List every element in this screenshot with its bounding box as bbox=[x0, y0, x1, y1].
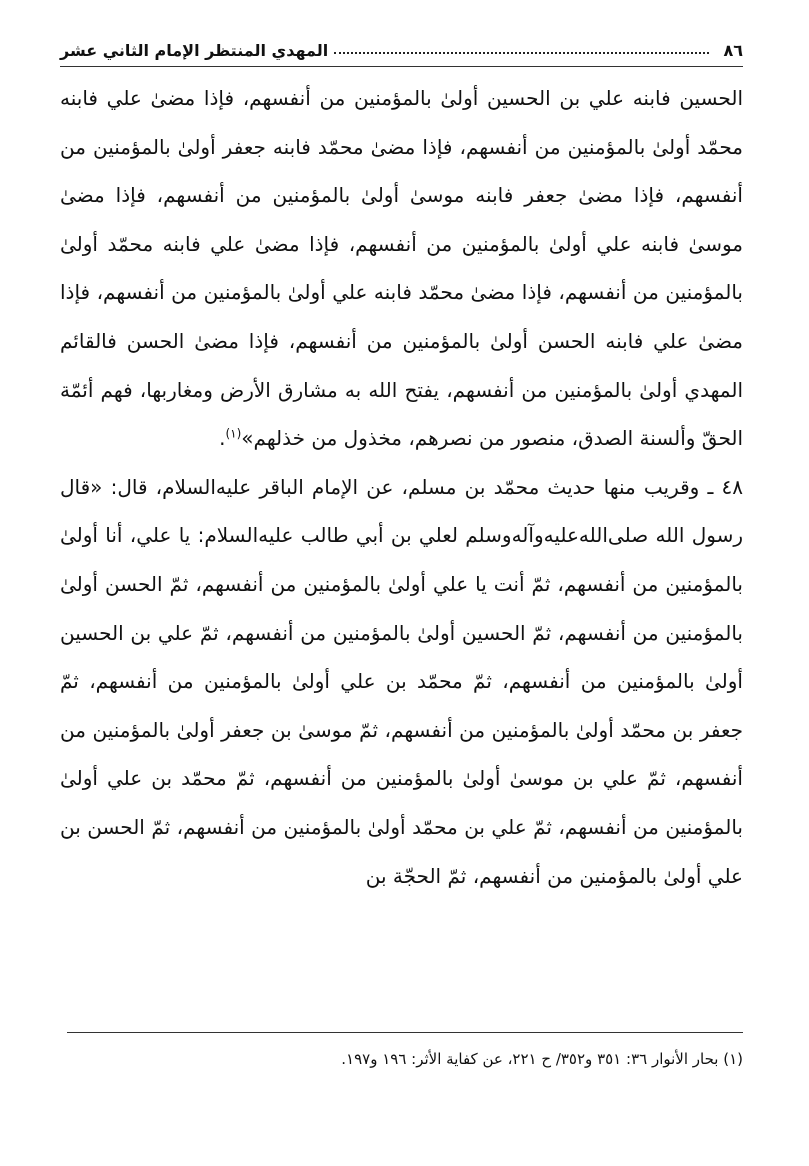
footnote-separator bbox=[67, 1032, 743, 1033]
page-number: ٨٦ bbox=[723, 41, 743, 60]
footnote-1: (١) بحار الأنوار ٣٦: ٣٥١ و٣٥٢/ ح ٢٢١، عن كفاية الأثر: ١٩٦ و١٩٧. bbox=[341, 1050, 743, 1068]
header-dotted-leader bbox=[334, 51, 709, 54]
main-text bbox=[60, 74, 743, 900]
header-rule bbox=[60, 66, 743, 67]
footnote-reference[interactable]: (١) bbox=[225, 426, 242, 441]
page-header bbox=[60, 30, 743, 60]
paragraph-1-end: . bbox=[219, 426, 226, 451]
paragraph-1 bbox=[60, 74, 743, 463]
paragraph-2: ٤٨ ـ وقريب منها حديث محمّد بن مسلم، عن الإمام الباقر عليه‌السلام، قال: «قال رسول الله صلى‌الله‌عليه‌وآله‌وسلم لعلي بن أبي طالب عليه‌السلام: يا علي، أنا أولىٰ بالمؤمنين من أنفسهم، ثمّ أنت يا علي أولىٰ بالمؤمنين من أنفسهم، ثمّ الحسن أولىٰ بالمؤمنين من أنفسهم، ثمّ الحسين أولىٰ بالمؤمنين من أنفسهم، ثمّ علي بن الحسين أولىٰ بالمؤمنين من أنفسهم، ثمّ محمّد بن علي أولىٰ بالمؤمنين من أنفسهم، ثمّ جعفر بن محمّد أولىٰ بالمؤمنين من أنفسهم، ثمّ موسىٰ بن جعفر أولىٰ بالمؤمنين من أنفسهم، ثمّ علي بن موسىٰ أولىٰ بالمؤمنين من أنفسهم، ثمّ محمّد بن علي أولىٰ بالمؤمنين من أنفسهم، ثمّ علي بن محمّد أولىٰ بالمؤمنين من أنفسهم، ثمّ الحسن بن علي أولىٰ بالمؤمنين من أنفسهم، ثمّ الحجّة بن bbox=[60, 474, 743, 888]
paragraph-1-text: الحسين فابنه علي بن الحسين أولىٰ بالمؤمنين من أنفسهم، فإذا مضىٰ علي فابنه محمّد أولىٰ بالمؤمنين من أنفسهم، فإذا مضىٰ محمّد فابنه جعفر أولىٰ بالمؤمنين من أنفسهم، فإذا مضىٰ جعفر فابنه موسىٰ أولىٰ بالمؤمنين من أنفسهم، فإذا مضىٰ موسىٰ فابنه علي أولىٰ بالمؤمنين من أنفسهم، فإذا مضىٰ علي فابنه محمّد أولىٰ بالمؤمنين من أنفسهم، فإذا مضىٰ محمّد فابنه علي أولىٰ بالمؤمنين من أنفسهم، فإذا مضىٰ علي فابنه الحسن أولىٰ بالمؤمنين من أنفسهم، فإذا مضىٰ الحسن فالقائم المهدي أولىٰ بالمؤمنين من أنفسهم، يفتح الله به مشارق الأرض ومغاربها، فهم أئمّة الحقّ وألسنة الصدق، منصور من نصرهم، مخذول من خذلهم» bbox=[60, 86, 743, 451]
running-title: المهدي المنتظر الإمام الثاني عشر bbox=[60, 41, 329, 60]
